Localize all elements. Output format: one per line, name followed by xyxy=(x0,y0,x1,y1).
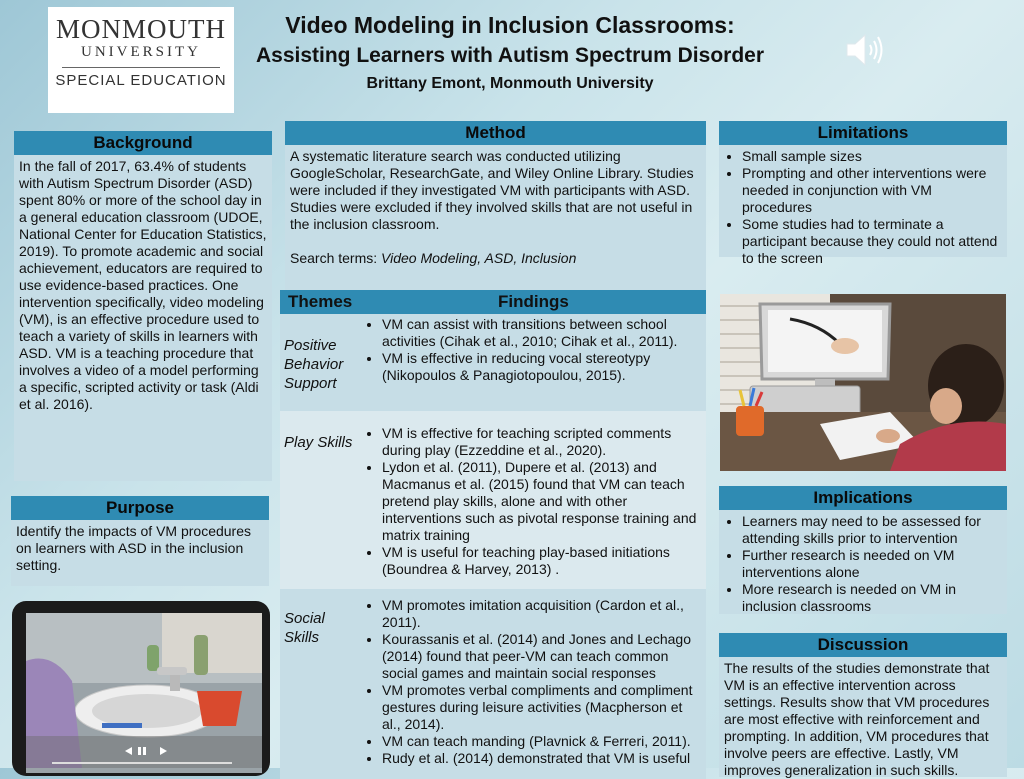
list-item: • VM is effective in reducing vocal stereotypy (Nikopoulos & Panagiotopoulou, 2015). xyxy=(382,350,702,384)
background-text: In the fall of 2017, 63.4% of students with Autism Spectrum Disorder (ASD) spent 80% or more of the school day in a general education classroom (UDOE, National Center for Education Statistics, 2019). To promote academic and social achievement, educators are required to use evidence-based practices. One intervention specifically, video modeling (VM), is an effective procedure used to teach a variety of skills in learners with ASD. VM is a teaching procedure that involves a video of a model performing a specific, scripted activity or task (Aldi et al. 2016). xyxy=(14,155,272,481)
search-terms-label: Search terms: xyxy=(290,250,382,266)
findings-row-social-skills xyxy=(280,589,706,779)
discussion-section xyxy=(719,633,1007,778)
list-item: • Small sample sizes xyxy=(742,148,1002,165)
poster-title-line2: Assisting Learners with Autism Spectrum Disorder xyxy=(255,44,764,67)
purpose-section xyxy=(11,496,269,586)
list-item: • VM is useful for teaching play-based initiations (Boundrea & Harvey, 2013) . xyxy=(382,544,702,578)
list-item: • VM promotes imitation acquisition (Cardon et al., 2011). xyxy=(382,597,702,631)
logo-line3: SPECIAL EDUCATION xyxy=(55,72,227,89)
speaker-icon[interactable] xyxy=(843,30,889,70)
limitations-heading: Limitations xyxy=(719,121,1007,145)
list-item: • VM promotes verbal compliments and compliment gestures during leisure activities (Macpherson et al., 2014). xyxy=(382,682,702,733)
theme-label: Social Skills xyxy=(284,610,325,646)
findings-list xyxy=(360,314,706,386)
logo-line2: UNIVERSITY xyxy=(81,44,201,60)
purpose-heading: Purpose xyxy=(11,496,269,520)
list-item: • More research is needed on VM in inclusion classrooms xyxy=(742,581,1002,615)
tablet-video-photo xyxy=(12,601,270,768)
poster-author: Brittany Emont, Monmouth University xyxy=(366,75,654,92)
method-heading: Method xyxy=(285,121,706,145)
list-item: • Learners may need to be assessed for attending skills prior to intervention xyxy=(742,513,1002,547)
method-search-terms xyxy=(290,250,701,267)
limitations-section xyxy=(719,121,1007,266)
university-logo xyxy=(48,7,234,113)
list-item: • Rudy et al. (2014) demonstrated that VM is useful xyxy=(382,750,702,767)
findings-row-play-skills xyxy=(280,411,706,589)
list-item: • Prompting and other interventions were needed in conjunction with VM procedures xyxy=(742,165,1002,216)
implications-panel xyxy=(719,510,1007,614)
findings-table xyxy=(280,290,706,779)
list-item: • Lydon et al. (2011), Dupere et al. (2013) and Macmanus et al. (2015) found that VM can teach pretend play skills, alone and with other interventions such as pivotal response training and matrix training xyxy=(382,459,702,544)
findings-column-header: Findings xyxy=(498,292,569,311)
theme-label: Play Skills xyxy=(284,434,353,451)
background-section xyxy=(14,131,272,481)
theme-label: Positive Behavior Support xyxy=(284,337,344,392)
child-computer-photo xyxy=(720,294,1006,471)
implications-heading: Implications xyxy=(719,486,1007,510)
findings-row-positive-behavior xyxy=(280,314,706,411)
discussion-heading: Discussion xyxy=(719,633,1007,657)
purpose-text: Identify the impacts of VM procedures on learners with ASD in the inclusion setting. xyxy=(11,520,269,586)
method-text: A systematic literature search was conducted utilizing GoogleScholar, ResearchGate, and Wiley Online Library. Studies were included if they investigated VM with participants with ASD. Studies were excluded if they involved skills that are not useful in the inclusion classroom. xyxy=(290,148,694,232)
method-panel xyxy=(285,145,706,295)
list-item: • VM can assist with transitions between school activities (Cihak et al., 2010; Cihak et al., 2011). xyxy=(382,316,702,350)
findings-list xyxy=(360,423,706,580)
list-item: • VM can teach manding (Plavnick & Ferreri, 2011). xyxy=(382,733,702,750)
logo-divider xyxy=(62,67,220,68)
list-item: • Kourassanis et al. (2014) and Jones and Lechago (2014) found that peer-VM can teach common social games and maintain social responses xyxy=(382,631,702,682)
poster-title-line1: Video Modeling in Inclusion Classrooms: xyxy=(285,12,735,38)
findings-table-header xyxy=(280,290,706,314)
method-section xyxy=(285,121,706,295)
list-item: • Some studies had to terminate a participant because they could not attend to the screen xyxy=(742,216,1002,267)
logo-line1: MONMOUTH xyxy=(56,14,226,44)
findings-list xyxy=(360,595,706,769)
themes-column-header: Themes xyxy=(288,292,353,311)
list-item: • Further research is needed on VM interventions alone xyxy=(742,547,1002,581)
implications-section xyxy=(719,486,1007,614)
discussion-text: The results of the studies demonstrate that VM is an effective intervention across settings. Results show that VM procedures are most effective with reinforcement and prompting. In addition, VM procedures that involve peers are effective. Lastly, VM improves generalization in such skills. xyxy=(719,657,1007,777)
background-heading: Background xyxy=(14,131,272,155)
limitations-panel xyxy=(719,145,1007,266)
search-terms-value: Video Modeling, ASD, Inclusion xyxy=(381,250,577,266)
list-item: • VM is effective for teaching scripted comments during play (Ezzeddine et al., 2020). xyxy=(382,425,702,459)
